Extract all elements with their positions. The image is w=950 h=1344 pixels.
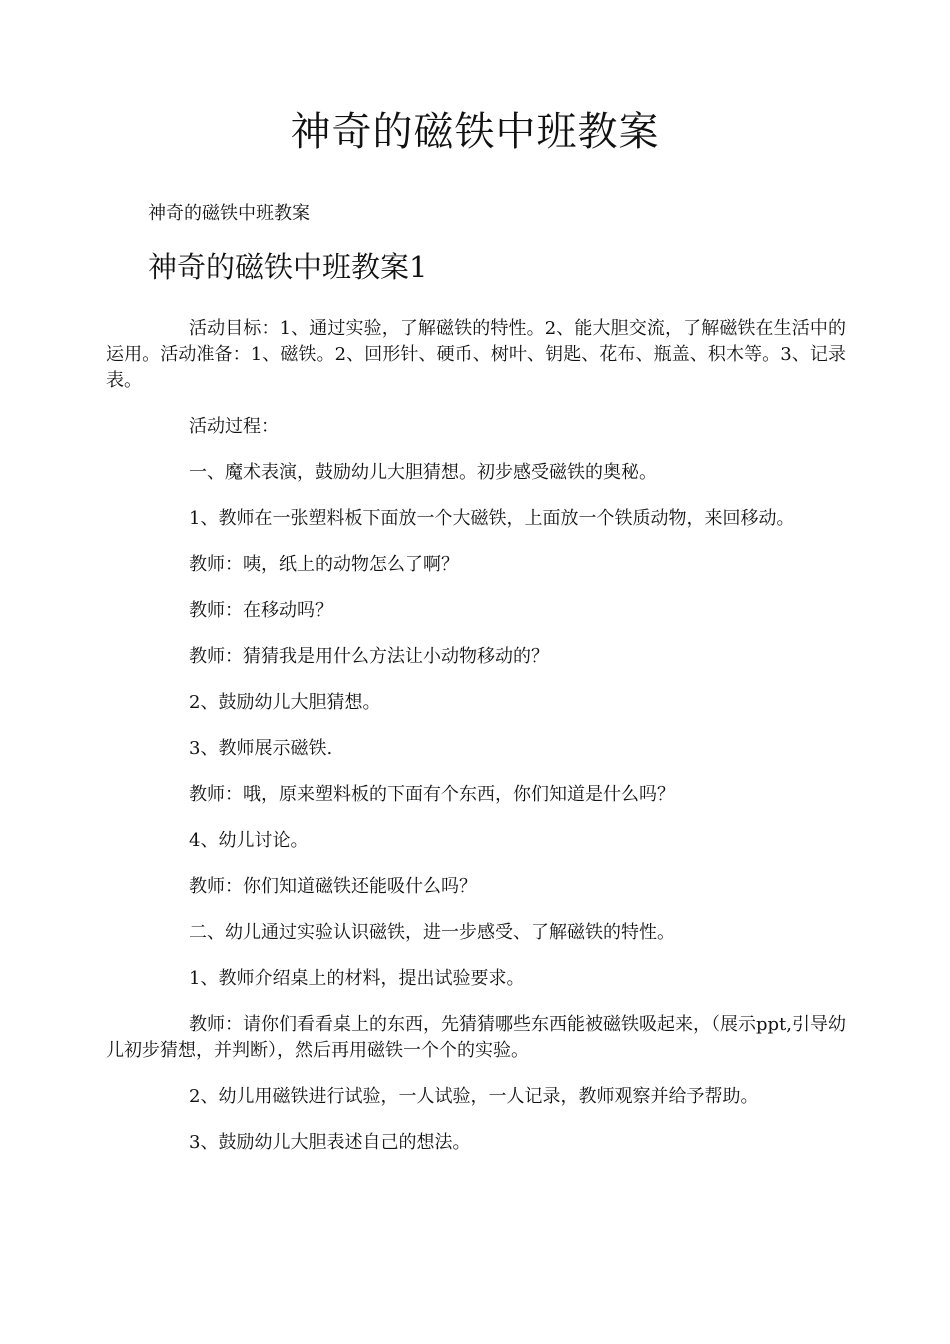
paragraph-step: 3、鼓励幼儿大胆表述自己的想法。: [189, 1132, 471, 1153]
paragraph-part-one-heading: 一、魔术表演，鼓励幼儿大胆猜想。初步感受磁铁的奥秘。: [189, 462, 657, 483]
paragraph-teacher-line: 教师：在移动吗？: [189, 600, 333, 621]
paragraph-teacher-line: 教师：咦，纸上的动物怎么了啊？: [189, 554, 459, 575]
paragraph-step: 2、幼儿用磁铁进行试验，一人试验，一人记录，教师观察并给予帮助。: [189, 1086, 759, 1107]
paragraph-activity-process: 活动过程：: [189, 416, 279, 437]
paragraph-step: 1、教师在一张塑料板下面放一个大磁铁，上面放一个铁质动物，来回移动。: [189, 508, 795, 529]
paragraph-step: 4、幼儿讨论。: [189, 830, 309, 851]
document-body: [106, 316, 846, 1176]
paragraph-step: 2、鼓励幼儿大胆猜想。: [189, 692, 381, 713]
paragraph-teacher-line: 教师：你们知道磁铁还能吸什么吗？: [189, 876, 477, 897]
document-title: 神奇的磁铁中班教案: [290, 109, 660, 155]
paragraph-part-two-heading: 二、幼儿通过实验认识磁铁，进一步感受、了解磁铁的特性。: [189, 922, 675, 943]
paragraph-teacher-line: 教师：请你们看看桌上的东西，先猜猜哪些东西能被磁铁吸起来，（展示ppt,引导幼儿初步猜想，并判断），然后再用磁铁一个个的实验。: [106, 1014, 846, 1061]
paragraph-teacher-line: 教师：猜猜我是用什么方法让小动物移动的？: [189, 646, 549, 667]
paragraph-step: 1、教师介绍桌上的材料，提出试验要求。: [189, 968, 525, 989]
paragraph-activity-goals: 活动目标：1、通过实验，了解磁铁的特性。2、能大胆交流，了解磁铁在生活中的运用。活动准备：1、磁铁。2、回形针、硬币、树叶、钥匙、花布、瓶盖、积木等。3、记录表。: [106, 318, 846, 391]
paragraph-step: 3、教师展示磁铁.: [189, 738, 333, 759]
section-title: 神奇的磁铁中班教案1: [148, 250, 428, 284]
paragraph-teacher-line: 教师：哦，原来塑料板的下面有个东西，你们知道是什么吗？: [189, 784, 675, 805]
document-subtitle: 神奇的磁铁中班教案: [148, 203, 310, 224]
